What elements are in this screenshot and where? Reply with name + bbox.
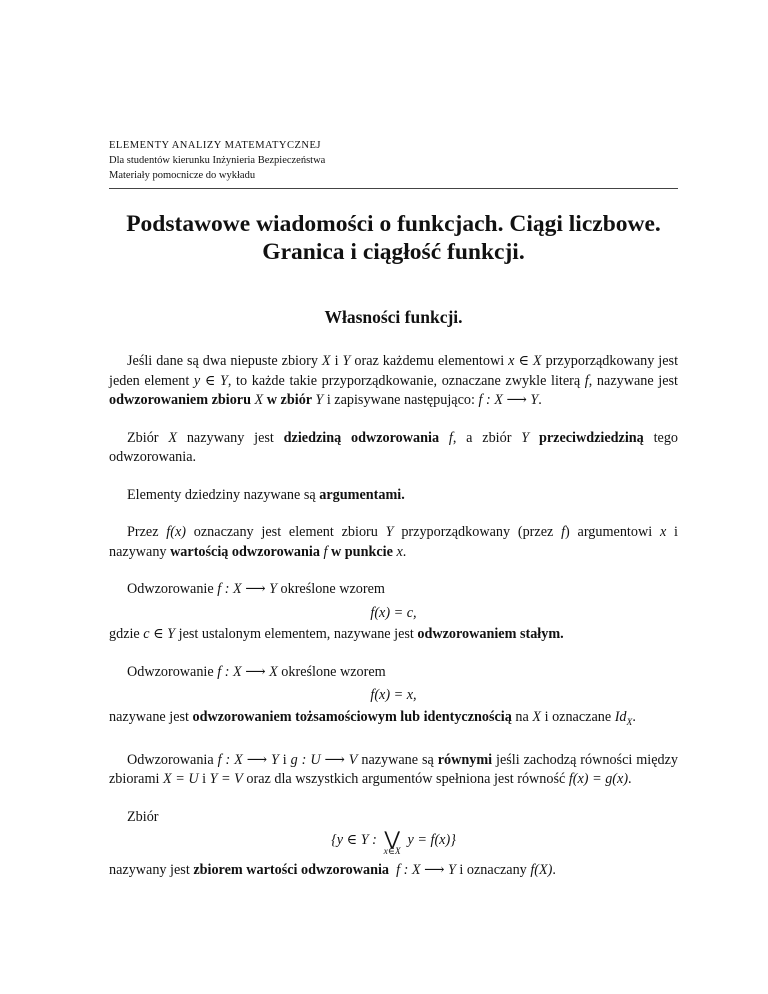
big-vee-symbol: ⋁ x∈X <box>383 829 401 858</box>
course-title: ELEMENTY ANALIZY MATEMATYCZNEJ <box>109 140 321 151</box>
materials-line: Materiały pomocnicze do wykładu <box>109 170 256 181</box>
paragraph-image: nazywany jest zbiorem wartości odwzorowania f : X ⟶ Y i oznaczany f(X). <box>109 862 556 879</box>
paragraph-constant-intro: Odwzorowanie f : X ⟶ Y określone wzorem <box>127 581 385 597</box>
paragraph-constant: gdzie c ∈ Y jest ustalonym elementem, nazywane jest odwzorowaniem stałym. <box>109 626 564 642</box>
header-rule <box>109 188 678 189</box>
paragraph-equal-mappings: Odwzorowania f : X ⟶ Y i g : U ⟶ V nazywane są równymi jeśli zachodzą równości między zbiorami X = U i Y = V oraz dla wszystkich argumentów spełniona jest równość f(x) = g(x). <box>109 751 678 788</box>
paragraph-mapping-definition: Jeśli dane są dwa niepuste zbiory X i Y oraz każdemu elementowi x ∈ X przyporządkowany jest jeden element y ∈ Y, to każde takie przyporządkowanie, oznaczane zwykle literą f, nazywane jest odwzorowaniem zbioru X w zbiór Y i zapisywane następująco: f : X ⟶ Y. <box>109 353 679 408</box>
formula-identity: f(x) = x, <box>370 687 417 703</box>
paragraph-arguments: Elementy dziedziny nazywane są argumentami. <box>127 486 405 503</box>
formula-constant: f(x) = c, <box>370 604 417 621</box>
paragraph-identity: nazywane jest odwzorowaniem tożsamościowym lub identycznością na X i oznaczane $Id_X$. <box>109 708 636 728</box>
paragraph-domain: Zbiór X nazywany jest dziedziną odwzorowania f, a zbiór Y przeciwdziedziną tego odwzorowania. <box>109 429 679 465</box>
paragraph-identity-intro: Odwzorowanie f : X ⟶ X określone wzorem <box>127 663 386 680</box>
audience-line: Dla studentów kierunku Inżynieria Bezpieczeństwa <box>109 155 326 166</box>
paragraph-value: Przez f(x) oznaczany jest element zbioru Y przyporządkowany (przez f) argumentowi x i nazywany wartością odwzorowania f w punkcie x. <box>109 524 678 560</box>
paragraph-image-intro: Zbiór <box>127 808 159 825</box>
section-heading: Własności funkcji. <box>324 307 463 327</box>
document-page <box>109 138 678 881</box>
document-title: Podstawowe wiadomości o funkcjach. Ciągi liczbowe. Granica i ciągłość funkcji. <box>126 211 661 265</box>
running-header <box>109 138 678 183</box>
formula-image-set: {y ∈ Y : ⋁ x∈X y = f(x)} <box>331 829 456 858</box>
